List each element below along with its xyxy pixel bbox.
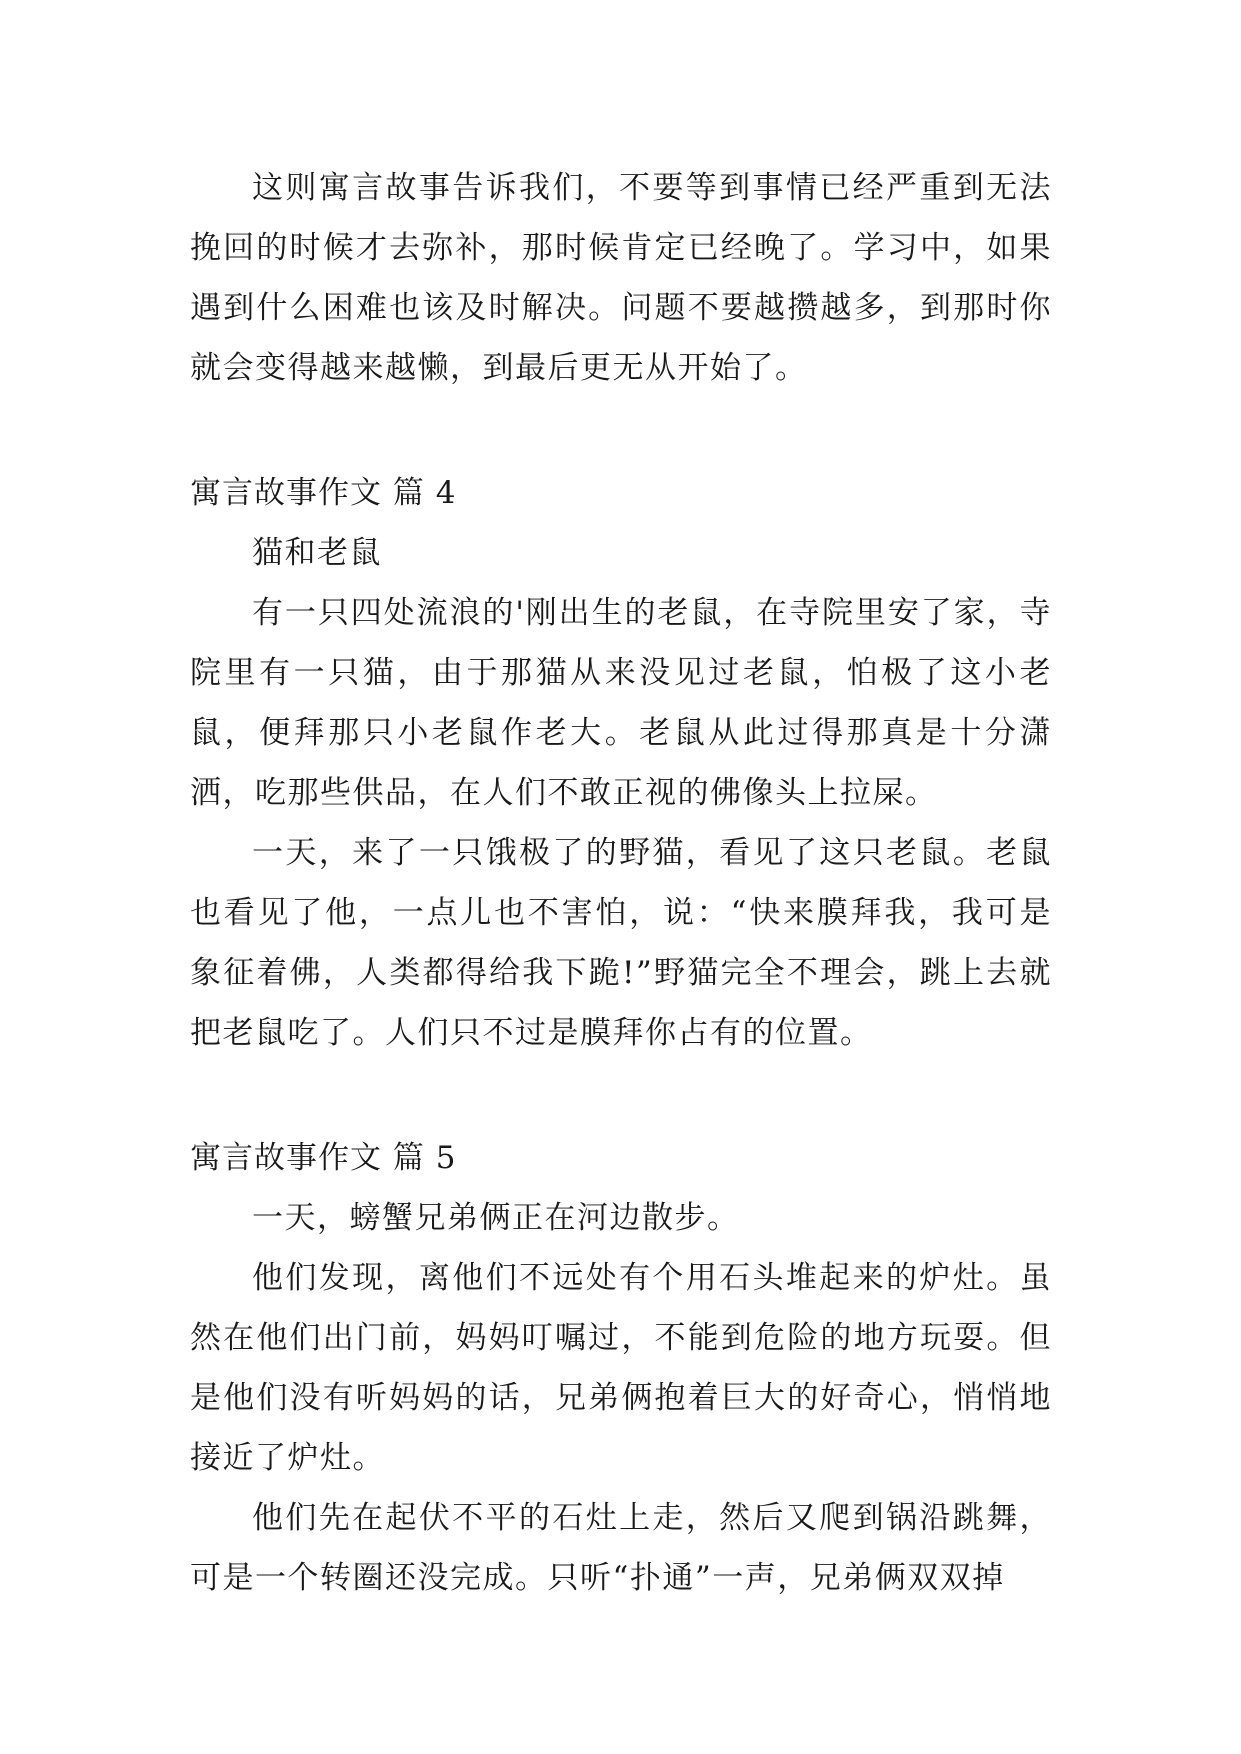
paragraph: 一天，来了一只饿极了的野猫，看见了这只老鼠。老鼠也看见了他，一点儿也不害怕，说：“快来膜拜我，我可是象征着佛，人类都得给我下跪!”野猫完全不理会，跳上去就把老鼠吃了。人们只不过是膜拜你占有的位置。 (190, 835, 1052, 1051)
paragraph: 他们发现，离他们不远处有个用石头堆起来的炉灶。虽然在他们出门前，妈妈叮嘱过，不能到危险的地方玩耍。但是他们没有听妈妈的话，兄弟俩抱着巨大的好奇心，悄悄地接近了炉灶。 (190, 1260, 1052, 1476)
paragraph: 这则寓言故事告诉我们，不要等到事情已经严重到无法挽回的时候才去弥补，那时候肯定已经晚了。学习中，如果遇到什么困难也该及时解决。问题不要越攒越多，到那时你就会变得越来越懒，到最后更无从开始了。 (190, 170, 1052, 386)
paragraph: 他们先在起伏不平的石灶上走，然后又爬到锅沿跳舞，可是一个转圈还没完成。只听“扑通”一声，兄弟俩双双掉 (190, 1500, 1052, 1596)
section-heading: 寓言故事作文 篇 4 (190, 475, 457, 511)
story-title: 猫和老鼠 (252, 535, 382, 571)
section-spacer (190, 398, 1052, 463)
section-spacer (190, 1063, 1052, 1128)
paragraph: 有一只四处流浪的'刚出生的老鼠，在寺院里安了家，寺院里有一只猫，由于那猫从来没见过老鼠，怕极了这小老鼠，便拜那只小老鼠作老大。老鼠从此过得那真是十分潇洒，吃那些供品，在人们不敢正视的佛像头上拉屎。 (190, 595, 1052, 811)
document-body (190, 158, 1052, 1608)
paragraph: 一天，螃蟹兄弟俩正在河边散步。 (252, 1200, 740, 1236)
section-heading: 寓言故事作文 篇 5 (190, 1140, 457, 1176)
